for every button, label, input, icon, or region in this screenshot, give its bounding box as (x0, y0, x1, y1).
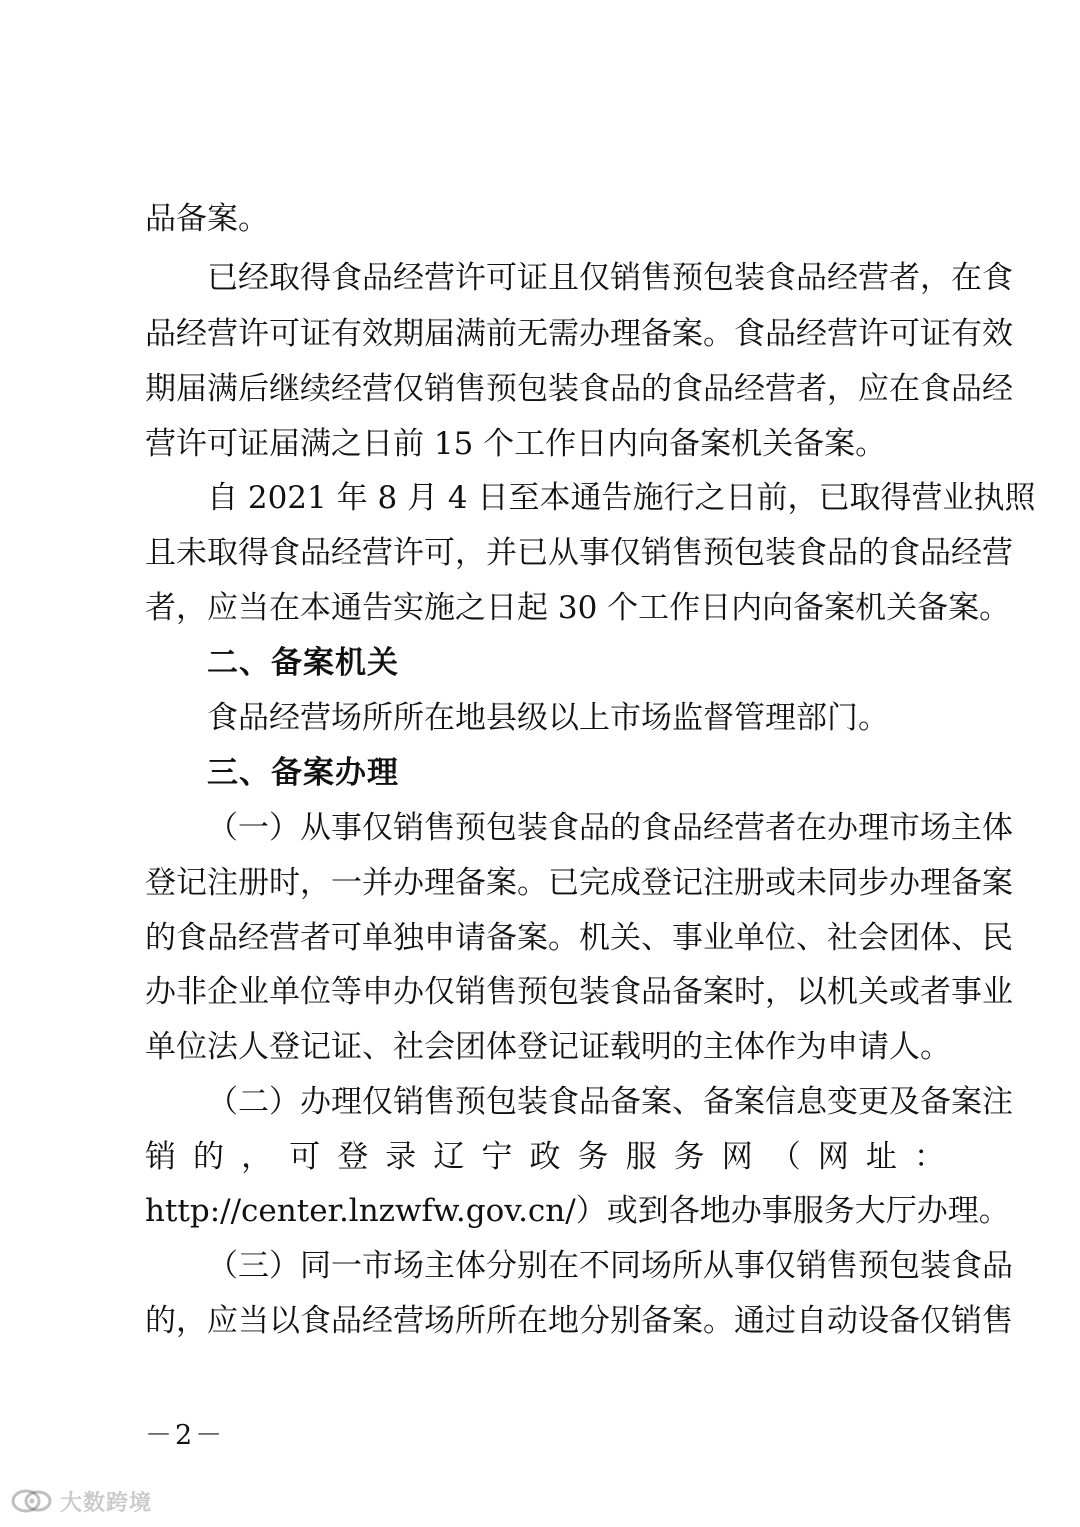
paragraph-first-line: 已经取得食品经营许可证且仅销售预包装食品经营者，在食 (207, 260, 1013, 296)
body-text-line: 品经营许可证有效期届满前无需办理备案。食品经营许可证有效 (145, 316, 1013, 352)
body-text-line: 登记注册时，一并办理备案。已完成登记注册或未同步办理备案 (145, 865, 1013, 901)
url-line: http://center.lnzwfw.gov.cn/）或到各地办事服务大厅办理。 (145, 1193, 1010, 1229)
paragraph-first-line: （三）同一市场主体分别在不同场所从事仅销售预包装食品 (207, 1248, 1013, 1284)
watermark (10, 1484, 152, 1518)
paragraph-first-line: 食品经营场所所在地县级以上市场监督管理部门。 (207, 700, 889, 736)
body-text-line: 销的，可登录辽宁政务服务网（网址： (145, 1139, 945, 1175)
body-text-line: 营许可证届满之日前 15 个工作日内向备案机关备案。 (145, 426, 887, 462)
paragraph-first-line: （二）办理仅销售预包装食品备案、备案信息变更及备案注 (207, 1084, 1013, 1120)
body-text-line: 品备案。 (145, 201, 269, 237)
section-heading: 二、备案机关 (207, 645, 399, 681)
watermark-text: 大数跨境 (60, 1490, 153, 1516)
page-number: －2－ (145, 1420, 226, 1451)
paragraph-first-line: 自 2021 年 8 月 4 日至本通告施行之日前，已取得营业执照 (207, 480, 1036, 516)
body-text-line: 者，应当在本通告实施之日起 30 个工作日内向备案机关备案。 (145, 590, 1011, 626)
body-text-line: 的，应当以食品经营场所所在地分别备案。通过自动设备仅销售 (145, 1303, 1013, 1339)
body-text-line: 单位法人登记证、社会团体登记证载明的主体作为申请人。 (145, 1029, 951, 1065)
paragraph-first-line: （一）从事仅销售预包装食品的食品经营者在办理市场主体 (207, 810, 1013, 846)
body-text-line: 的食品经营者可单独申请备案。机关、事业单位、社会团体、民 (145, 920, 1013, 956)
body-text-line: 期届满后继续经营仅销售预包装食品的食品经营者，应在食品经 (145, 371, 1013, 407)
section-heading: 三、备案办理 (207, 755, 399, 791)
body-text-line: 办非企业单位等申办仅销售预包装食品备案时，以机关或者事业 (145, 974, 1013, 1010)
chat-bubble-logo-icon (10, 1487, 54, 1515)
body-text-line: 且未取得食品经营许可，并已从事仅销售预包装食品的食品经营 (145, 535, 1013, 571)
